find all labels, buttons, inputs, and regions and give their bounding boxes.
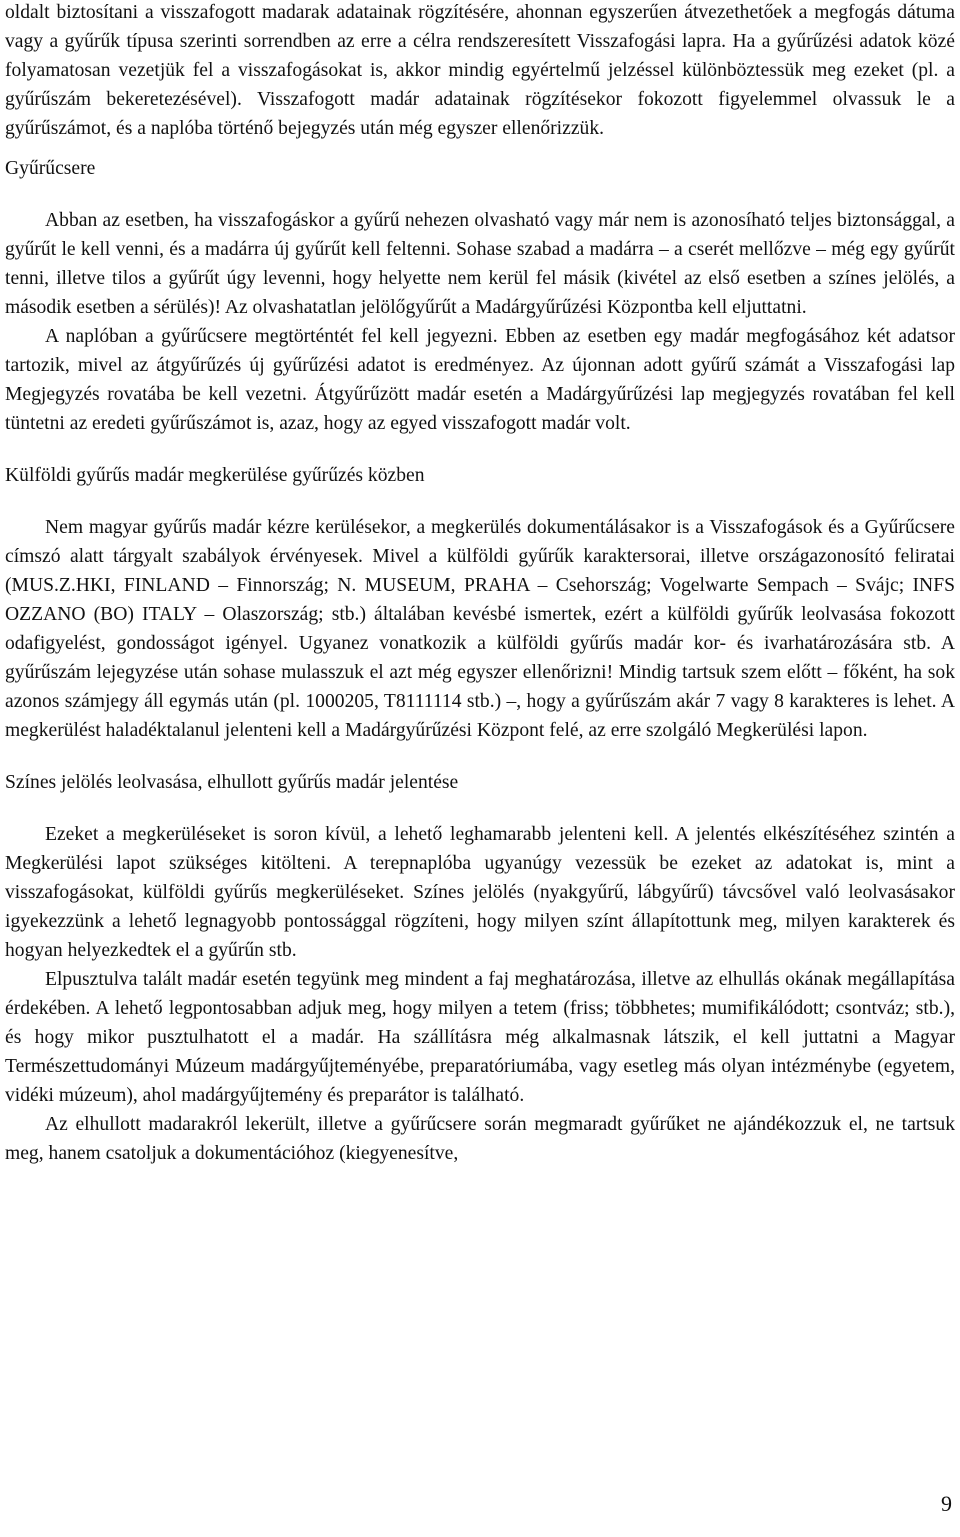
spacer <box>5 745 955 768</box>
foreign-ring-paragraph-1: Nem magyar gyűrűs madár kézre kerülésekor, a megkerülés dokumentálásakor is a Visszafogások és a Gyűrűcsere címszó alatt tárgyalt szabályok érvényesek. Mivel a külföldi gyűrűk karaktersorai, illetve országazonosító feliratai (MUS.Z.HKI, FINLAND – Finnország; N. MUSEUM, PRAHA – Csehország; Vogelwarte Sempach – Svájc; INFS OZZANO (BO) ITALY – Olaszország; stb.) általában kevésbé ismertek, ezért a külföldi gyűrűk leolvasása fokozott odafigyelést, gondosságot igényel. Ugyanez vonatkozik a külföldi gyűrűs madár kor- és ivarhatározására stb. A gyűrűszám lejegyzése után sohase mulasszuk el azt még egyszer ellenőrizni! Mindig tartsuk szem előtt – főként, ha sok azonos számjegy áll egymás után (pl. 1000205, T8111114 stb.) –, hogy a gyűrűszám akár 7 vagy 8 karakteres is lehet. A megkerülést haladéktalanul jelenteni kell a Madárgyűrűzési Központ felé, az erre szolgáló Megkerülési lapon. <box>5 517 955 741</box>
heading-color-marking: Színes jelölés leolvasása, elhullott gyűrűs madár jelentése <box>5 772 459 793</box>
spacer <box>5 797 955 820</box>
spacer <box>5 183 955 206</box>
color-marking-paragraph-2: Elpusztulva talált madár esetén tegyünk meg mindent a faj meghatározása, illetve az elhullás okának megállapítása érdekében. A lehető legpontosabban adjuk meg, hogy milyen a tetem (friss; többhetes; mumifikálódott; csontváz; stb.), és hogy mikor pusztulhatott el a madár. Ha szállításra még alkalmasnak látszik, el kell juttatni a Magyar Természettudományi Múzeum madárgyűjteményébe, preparatóriumába, vagy esetleg más olyan intézménybe (egyetem, vidéki múzeum), ahol madárgyűjtemény és preparátor is található. <box>5 969 955 1106</box>
spacer <box>5 143 955 154</box>
heading-ring-change: Gyűrűcsere <box>5 158 96 179</box>
spacer <box>5 490 955 513</box>
ring-change-paragraph-2: A naplóban a gyűrűcsere megtörténtét fel kell jegyezni. Ebben az esetben egy madár megfogásához két adatsor tartozik, mivel az átgyűrűzés új gyűrűzési adatot is eredményez. Az újonnan adott gyűrű számát a Visszafogási lap Megjegyzés rovatába be kell vezetni. Átgyűrűzött madár esetén a Madárgyűrűzési lap megjegyzés rovatában fel kell tüntetni az eredeti gyűrűszámot is, azaz, hogy az egyed visszafogott madár volt. <box>5 326 955 434</box>
page-number: 9 <box>941 1491 952 1516</box>
document-page <box>5 0 955 1168</box>
ring-change-paragraph-1: Abban az esetben, ha visszafogáskor a gyűrű nehezen olvasható vagy már nem is azonosíható teljes biztonsággal, a gyűrűt le kell venni, és a madárra új gyűrűt kell feltenni. Sohase szabad a madárra – a cserét mellőzve – még egy gyűrűt tenni, illetve tilos a gyűrűt úgy levenni, hogy helyette nem kerül fel másik (kivétel az első esetben a színes jelölés, a második esetben a sérülés)! Az olvashatatlan jelölőgyűrűt a Madárgyűrűzési Központba kell eljuttatni. <box>5 210 955 318</box>
spacer <box>5 438 955 461</box>
color-marking-paragraph-1: Ezeket a megkerüléseket is soron kívül, a lehető leghamarabb jelenteni kell. A jelentés elkészítéséhez szintén a Megkerülési lapot szükséges kitölteni. A terepnaplóba ugyanúgy vezessük be ezeket az adatokat is, mint a visszafogásokat, külföldi gyűrűs megkerüléseket. Színes jelölés (nyakgyűrű, lábgyűrű) távcsővel való leolvasásakor igyekezzünk a lehető legnagyobb pontossággal rögzíteni, hogy milyen színt állapítottunk meg, milyen karakterek és hogyan helyezkedtek el a gyűrűn stb. <box>5 824 955 961</box>
heading-foreign-ring: Külföldi gyűrűs madár megkerülése gyűrűzés közben <box>5 465 425 486</box>
color-marking-paragraph-3: Az elhullott madarakról lekerült, illetve a gyűrűcsere során megmaradt gyűrűket ne ajándékozzuk el, ne tartsuk meg, hanem csatoljuk a dokumentációhoz (kiegyenesítve, <box>5 1114 955 1164</box>
intro-paragraph: oldalt biztosítani a visszafogott madarak adatainak rögzítésére, ahonnan egyszerűen átvezethetőek a megfogás dátuma vagy a gyűrűk típusa szerinti sorrendben az erre a célra rendszeresített Visszafogási lapra. Ha a gyűrűzési adatok közé folyamatosan vezetjük fel a visszafogásokat is, akkor mindig egyértelmű jelzéssel különböztessük meg ezeket (pl. a gyűrűszám bekeretezésével). Visszafogott madár adatainak rögzítésekor fokozott figyelemmel olvassuk le a gyűrűszámot, és a naplóba történő bejegyzés után még egyszer ellenőrizzük. <box>5 2 955 139</box>
